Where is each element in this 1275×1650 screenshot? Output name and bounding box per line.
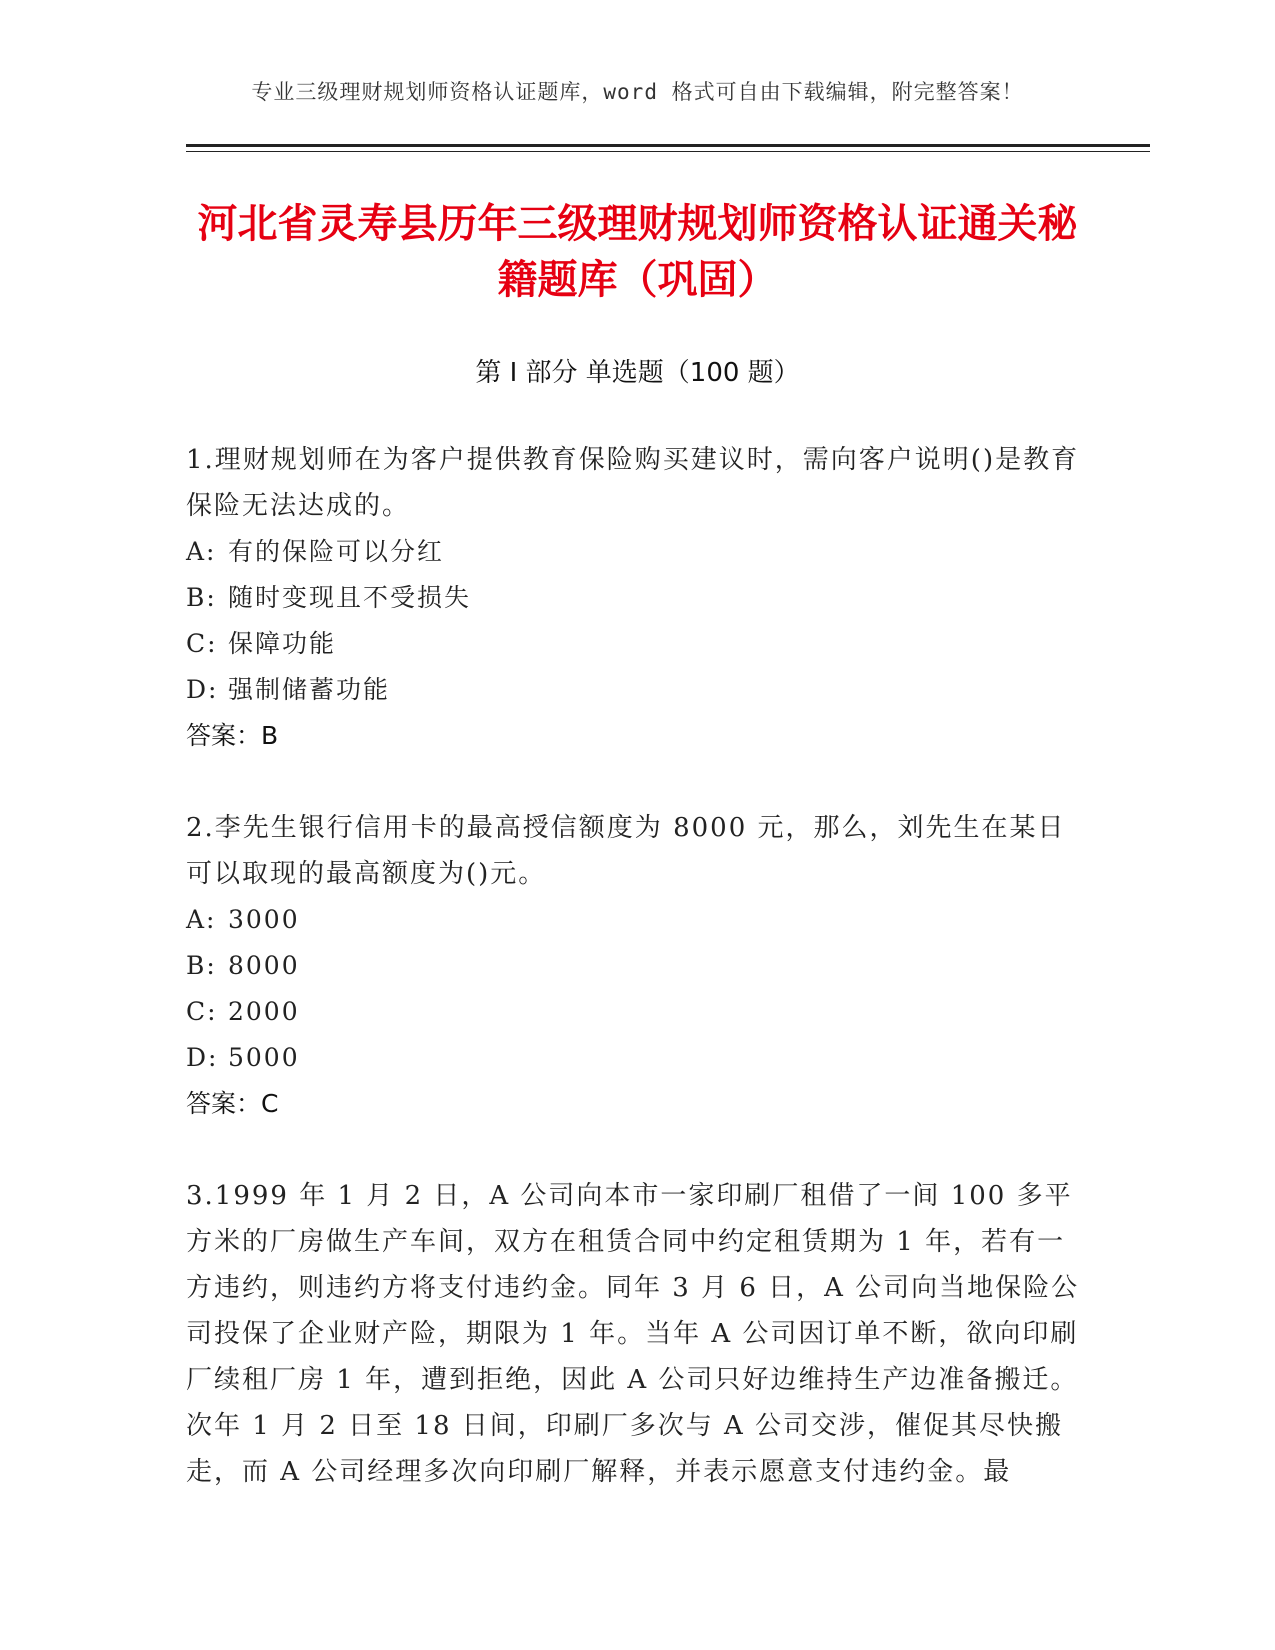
answer: 答案：C [186,1089,279,1118]
option-text: 5000 [228,1043,300,1072]
option-text: 有的保险可以分红 [228,537,445,566]
option-d [186,667,1086,713]
option-text: 8000 [228,951,300,980]
part-title: 第 I 部分 单选题（100 题） [475,358,800,388]
header-rule-thick [186,144,1150,147]
option-d [186,1035,1086,1081]
option-text: 3000 [228,905,300,934]
question-3 [186,1173,1086,1495]
option-text: 2000 [228,997,300,1026]
option-letter: B: [186,951,217,980]
question-1 [186,437,1086,759]
question-2 [186,805,1086,1127]
option-text: 随时变现且不受损失 [228,583,472,612]
option-letter: C: [186,629,218,658]
option-letter: C: [186,997,218,1026]
question-text: 1.理财规划师在为客户提供教育保险购买建议时，需向客户说明()是教育保险无法达成的。 [186,445,1080,521]
header-rule-thin [186,151,1150,152]
option-letter: A: [186,905,217,934]
option-a [186,897,1086,943]
option-letter: D: [186,675,219,704]
answer: 答案：B [186,721,279,750]
option-text: 保障功能 [228,629,337,658]
option-letter: B: [186,583,217,612]
question-list [186,437,1086,1541]
option-a [186,529,1086,575]
option-b [186,943,1086,989]
option-c [186,989,1086,1035]
document-title: 河北省灵寿县历年三级理财规划师资格认证通关秘籍题库（巩固） [197,201,1078,303]
option-letter: A: [186,537,217,566]
option-letter: D: [186,1043,219,1072]
option-c [186,621,1086,667]
option-text: 强制储蓄功能 [228,675,391,704]
question-text: 2.李先生银行信用卡的最高授信额度为 8000 元，那么，刘先生在某日可以取现的最高额度为()元。 [186,813,1066,889]
header-note: 专业三级理财规划师资格认证题库，word 格式可自由下载编辑，附完整答案！ [251,80,1024,104]
question-text: 3.1999 年 1 月 2 日，A 公司向本市一家印刷厂租借了一间 100 多平方米的厂房做生产车间，双方在租赁合同中约定租赁期为 1 年，若有一方违约，则违约方将支付违约金。同年 3 月 6 日，A 公司向当地保险公司投保了企业财产险，期限为 1 年。当年 A 公司因订单不断，欲向印刷厂续租厂房 1 年，遭到拒绝，因此 A 公司只好边维持生产边准备搬迁。次年 1 月 2 日至 18 日间，印刷厂多次与 A 公司交涉，催促其尽快搬走，而 A 公司经理多次向印刷厂解释，并表示愿意支付违约金。最 [186,1181,1080,1487]
option-b [186,575,1086,621]
